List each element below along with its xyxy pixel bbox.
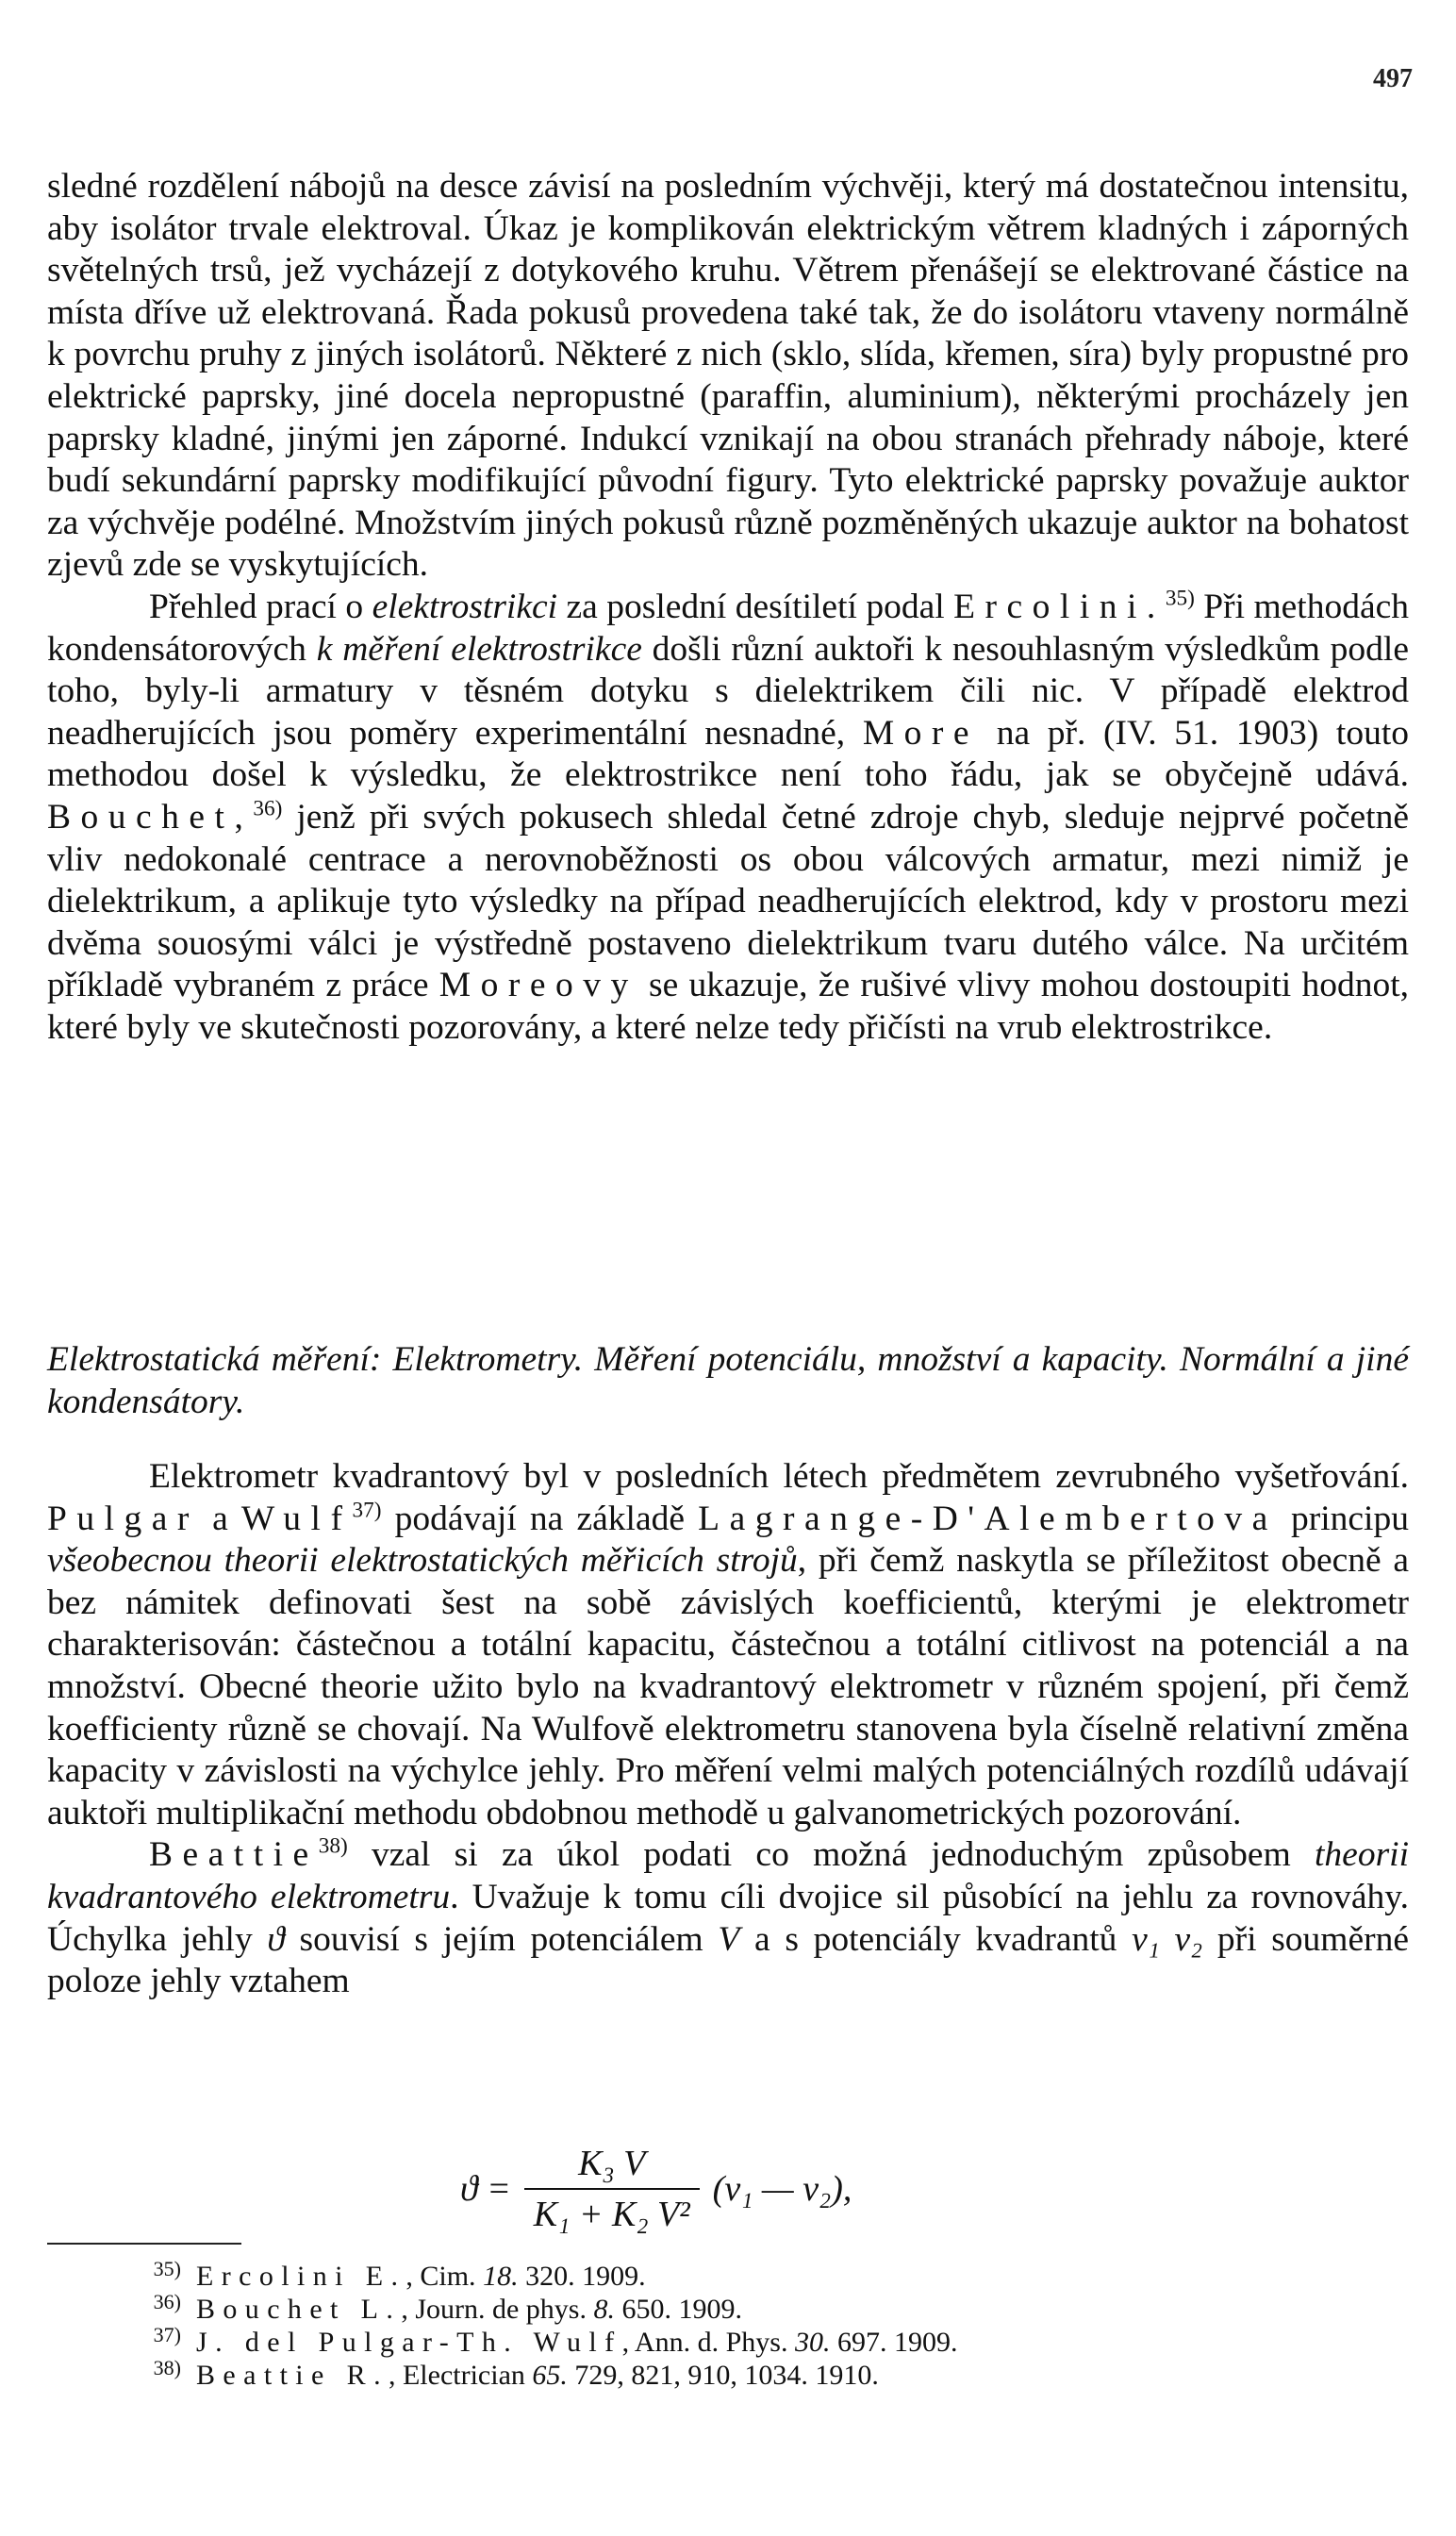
footnote-ref: 36) bbox=[253, 796, 283, 821]
equation-numerator: K₃ V bbox=[578, 2144, 646, 2183]
paragraph-beattie: Beattie$^{38)}$ vzal si za úkol podati co možná jednoduchým způsobem theorii kvadrantového elektrometru. Uvažuje k tomu cíli dvojice sil působící na jehlu za rovnováhy. Úchylka jehly ϑ souvisí s jejím potenciálem V a s potenciály kvadrantů v₁ v₂ při souměrné poloze jehly vztahem bbox=[47, 1833, 1409, 2001]
footnote-number: 37) bbox=[153, 2323, 181, 2346]
equation-rhs: (v₁ — v₂), bbox=[712, 2169, 852, 2209]
footnote: 35) Ercolini E., Cim. 18. 320. 1909. bbox=[47, 2260, 1409, 2293]
footnote: 38) Beattie R., Electrician 65. 729, 821, 910, 1034. 1910. bbox=[47, 2359, 1409, 2392]
equation-fraction bbox=[524, 2143, 700, 2235]
equation-denominator: K₁ + K₂ V² bbox=[524, 2188, 700, 2235]
author-name: Beattie bbox=[149, 1835, 319, 1875]
footnote: 36) Bouchet L., Journ. de phys. 8. 650. 1909. bbox=[47, 2293, 1409, 2326]
paragraph-elektrostrikce: Přehled prací o elektrostrikci za poslední desítiletí podal Ercolini.$^{35)}$ Při methodách kondensátorových k měření elektrostrikce došli různí auktoři k nesouhlasným výsledkům podle toho, byly-li armatury v těsném dotyku s dielektrikem čili nic. V případě elektrod neadherujících jsou poměry experimentální nesnadné, More na př. (IV. 51. 1903) touto methodou došel k výsledku, že elektrostrikce není toho řádu, jak se obyčejně udává. Bouchet,$^{36)}$ jenž při svých pokusech shledal četné zdroje chyb, sleduje nejprvé početně vliv nedokonalé centrace a nerovnoběžnosti os obou válcových armatur, mezi nimiž je dielektrikum, a aplikuje tyto výsledky na případ neadherujících elektrod, kdy v prostoru mezi dvěma souosými válci je výstředně postaveno dielektrikum tvaru dutého válce. Na určitém příkladě vybraném z práce Moreovy se ukazuje, že rušivé vlivy mohou dostoupiti hodnot, které byly ve skutečnosti pozorovány, a které nelze tedy přičísti na vrub elektrostrikce. bbox=[47, 586, 1409, 1047]
equation-lhs: ϑ = bbox=[460, 2169, 511, 2209]
footnote-ref: 37) bbox=[352, 1498, 382, 1523]
author-name: Moreovy bbox=[438, 966, 638, 1005]
paragraph-continuation: sledné rozdělení nábojů na desce závisí na posledním výchvěji, který má dostatečnou intensitu, aby isolátor trvale elektroval. Úkaz je komplikován elektrickým větrem kladných i záporných světelných trsů, jež vycházejí z dotykového kruhu. Větrem přenášejí se elektrované částice na místa dříve už elektrovaná. Řada pokusů provedena také tak, že do isolátoru vtaveny normálně k povrchu pruhy z jiných isolátorů. Některé z nich (sklo, slída, křemen, síra) byly propustné pro elektrické paprsky, jiné docela nepropustné (paraffin, aluminium), některými procházely jen paprsky kladné, jinými jen záporné. Indukcí vznikají na obou stranách přehrady náboje, které budí sekundární paprsky modifikující původní figury. Tyto elektrické paprsky považuje auktor za výchvěje podélné. Množstvím jiných pokusů různě pozměněných ukazuje auktor na bohatost zjevů zde se vyskytujících. bbox=[47, 167, 1409, 585]
footnote-author: Ercolini E. bbox=[196, 2261, 406, 2292]
paragraph-elektrometr: Elektrometr kvadrantový byl v posledních létech předmětem zevrubného vyšetřování. Pulgar a Wulf$^{37)}$ podávají na základě Lagrange-D'Alembertova principu všeobecnou theorii elektrostatických měřicích strojů, při čemž naskytla se příležitost obecně a bez námitek definovati šest na sobě závislých koefficientů, kterými je elektrometr charakterisován: částečnou a totální kapacitu, částečnou a totální citlivost na potenciál a na množství. Obecné theorie užito bylo na kvadrantový elektrometr v různém spojení, při čemž koefficienty různě se chovají. Na Wulfově elektrometru stanovena byla číselně relativní změna kapacity v závislosti na výchylce jehly. Pro měření velmi malých potenciálných rozdílů udávají auktoři multiplikační methodu obdobnou methodě u galvanometrických pozorování. bbox=[47, 1457, 1409, 1832]
equation bbox=[460, 2143, 852, 2235]
footnotes bbox=[47, 2257, 1409, 2392]
author-name: Bouchet, bbox=[47, 797, 254, 837]
footnote-divider bbox=[47, 2243, 241, 2245]
page-number: 497 bbox=[1373, 64, 1413, 93]
footnote: 37) J. del Pulgar-Th. Wulf, Ann. d. Phys. 30. 697. 1909. bbox=[47, 2326, 1409, 2359]
footnote-author: J. del Pulgar-Th. Wulf bbox=[196, 2327, 622, 2358]
footnote-ref: 38) bbox=[318, 1833, 348, 1859]
author-name: Pulgar bbox=[47, 1499, 199, 1538]
footnote-number: 36) bbox=[153, 2290, 181, 2313]
author-name: Lagrange-D'Alembertova bbox=[698, 1499, 1278, 1538]
footnote-author: Beattie R. bbox=[196, 2360, 389, 2391]
author-name: More bbox=[862, 713, 980, 753]
section-heading: Elektrostatická měření: Elektrometry. Měření potenciálu, množství a kapacity. Normální a jiné kondensátory. bbox=[47, 1340, 1409, 1421]
footnote-ref: 35) bbox=[1165, 586, 1195, 611]
body-text-bottom bbox=[47, 1456, 1409, 2003]
author-name: Wulf bbox=[240, 1499, 353, 1538]
footnote-author: Bouchet L. bbox=[196, 2294, 402, 2325]
body-text-top bbox=[47, 166, 1409, 1049]
footnote-number: 35) bbox=[153, 2257, 181, 2280]
footnote-number: 38) bbox=[153, 2356, 181, 2379]
author-name: Ercolini. bbox=[953, 587, 1166, 626]
